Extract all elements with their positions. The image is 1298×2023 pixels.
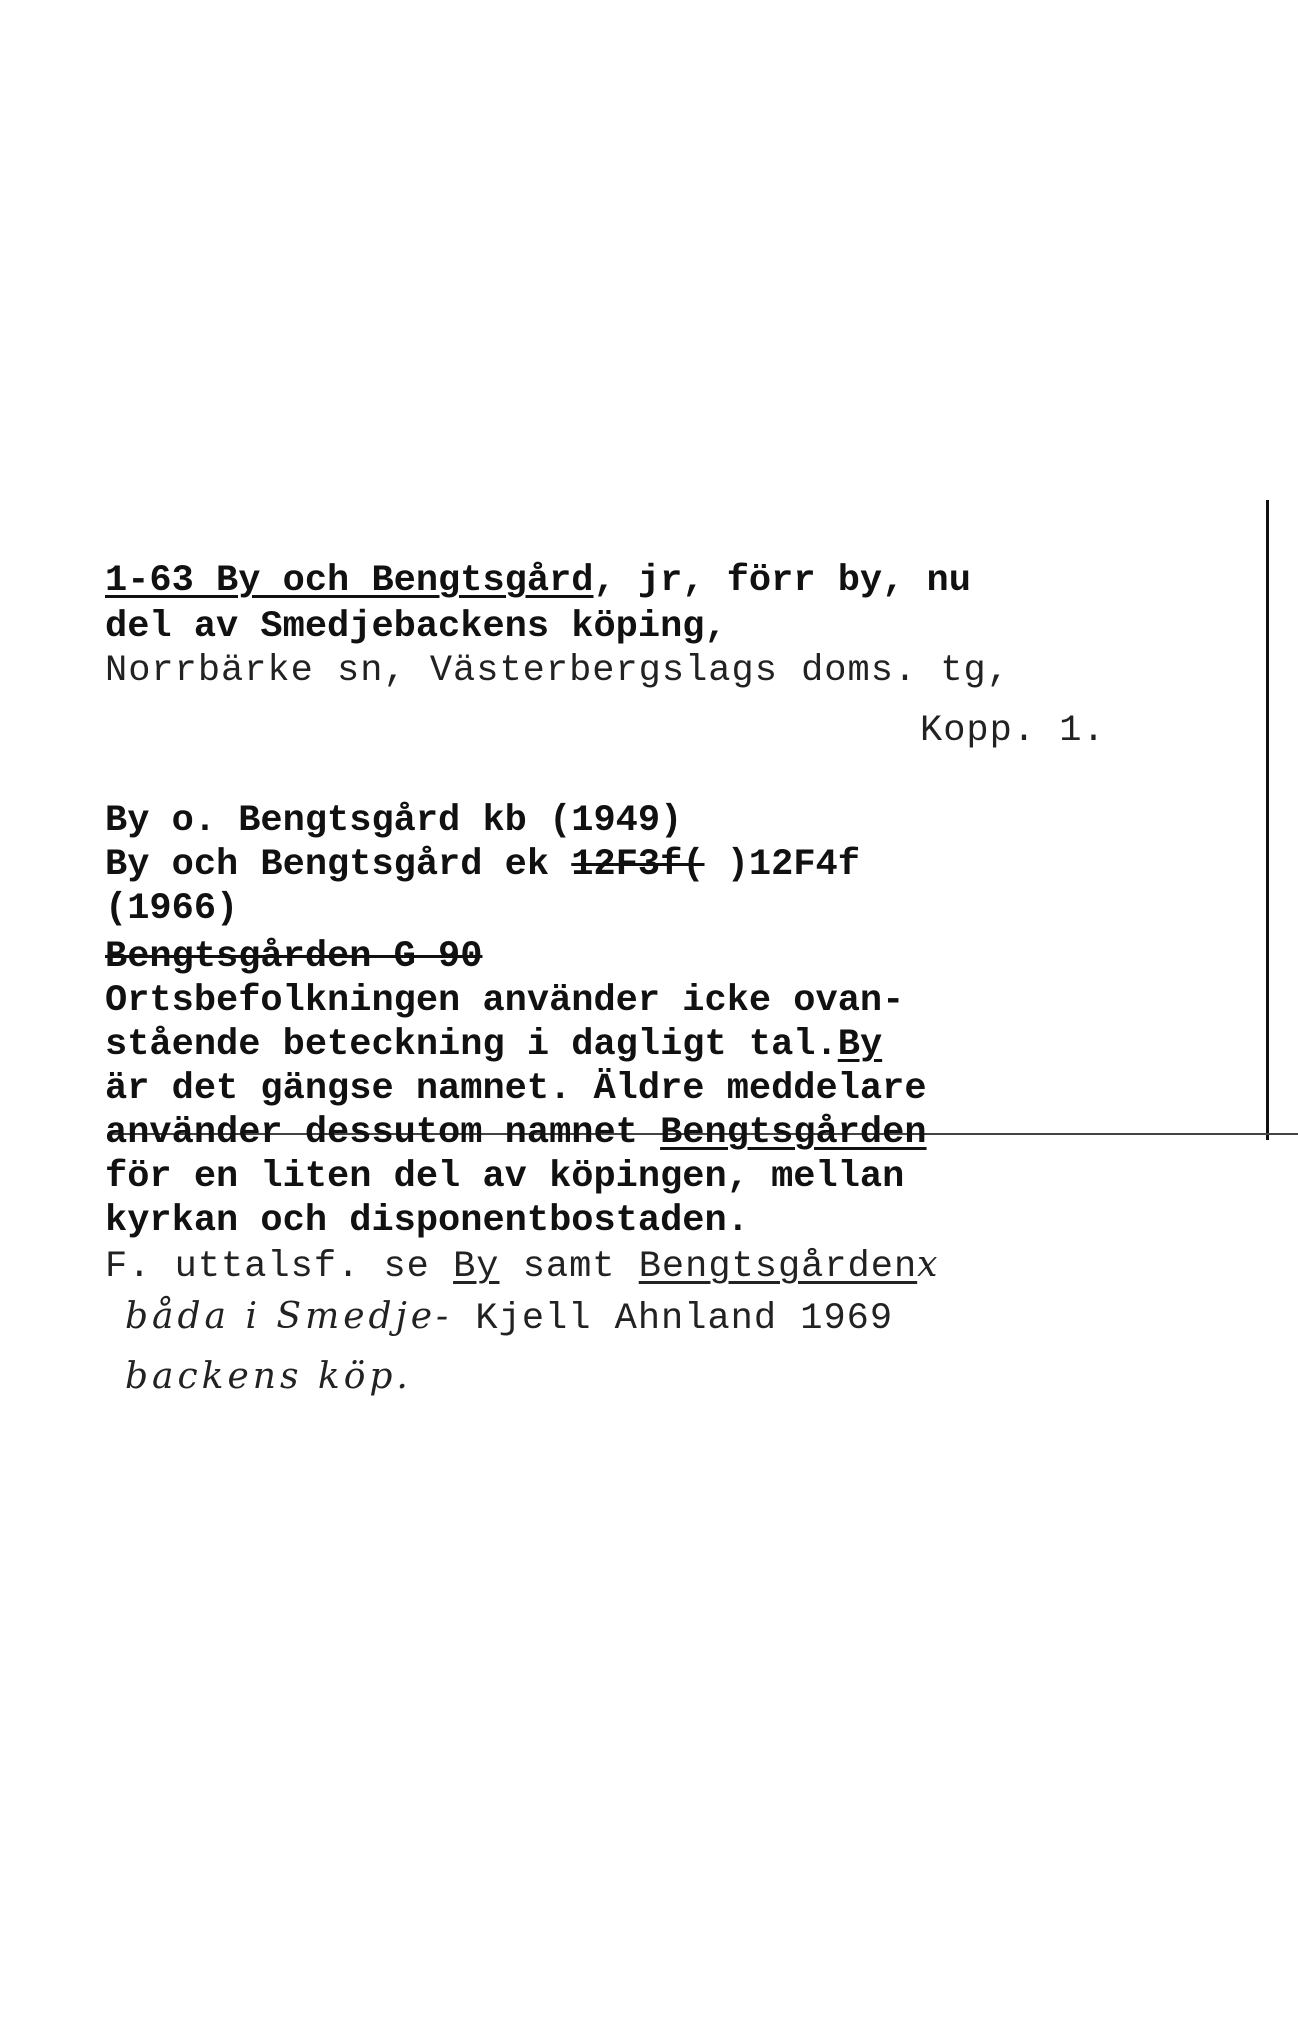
card-line-7-part-1: (1966) — [105, 888, 239, 930]
card-line-9 — [105, 980, 904, 1022]
card-line-12-part-1: använder dessutom namnet — [105, 1112, 661, 1154]
card-line-11 — [105, 1068, 927, 1110]
card-line-4-part-1: Kopp. 1. — [920, 710, 1106, 752]
card-line-5-part-1: By o. Bengtsgård kb (1949) — [105, 800, 683, 842]
card-line-3 — [105, 650, 1010, 692]
card-line-6-part-2: 12F3f( — [571, 844, 705, 886]
index-card — [105, 560, 1277, 1397]
card-line-7 — [105, 888, 238, 930]
card-line-2-part-1: del av Smedjebackens köping, — [105, 606, 727, 648]
card-line-17-part-1: backens köp. — [125, 1356, 412, 1397]
card-line-1-part-2: , jr, förr by, nu — [593, 560, 971, 602]
card-line-14 — [105, 1200, 749, 1242]
card-line-16 — [125, 1296, 893, 1340]
card-line-12 — [105, 1112, 927, 1154]
card-line-4 — [920, 710, 1106, 752]
card-line-16-part-1: båda i Smedje- — [125, 1296, 453, 1337]
card-line-15-part-2: By — [453, 1246, 500, 1288]
card-line-1 — [105, 560, 971, 602]
card-line-10-part-2: By — [837, 1024, 883, 1066]
card-line-15-part-4: Bengtsgården — [638, 1246, 918, 1288]
card-line-8-part-1: Bengtsgården G 90 — [105, 936, 483, 978]
card-line-1-part-1: 1-63 By och Bengtsgård — [105, 560, 594, 602]
card-line-13 — [105, 1156, 904, 1198]
card-line-6-part-3: )12F4f — [704, 844, 860, 886]
card-line-13-part-1: för en liten del av köpingen, mellan — [105, 1156, 905, 1198]
card-line-17 — [125, 1356, 412, 1400]
card-line-15-part-1: F. uttalsf. se — [105, 1246, 454, 1288]
card-line-6 — [105, 844, 860, 886]
card-line-15 — [105, 1244, 941, 1288]
card-line-11-part-1: är det gängse namnet. Äldre meddelare — [105, 1068, 927, 1110]
card-line-10 — [105, 1024, 882, 1066]
card-line-15-part-3: samt — [499, 1246, 639, 1288]
card-line-3-part-1: Norrbärke sn, Västerbergslags doms. tg, — [105, 650, 1010, 692]
card-line-8 — [105, 936, 482, 978]
card-line-2 — [105, 606, 727, 648]
card-line-10-part-1: stående beteckning i dagligt tal. — [105, 1024, 838, 1066]
card-line-6-part-1: By och Bengtsgård ek — [105, 844, 572, 886]
card-line-16-part-2: Kjell Ahnland 1969 — [452, 1298, 894, 1340]
card-line-14-part-1: kyrkan och disponentbostaden. — [105, 1200, 749, 1242]
card-line-5 — [105, 800, 682, 842]
card-line-12-part-2: Bengtsgården — [660, 1112, 927, 1154]
card-line-9-part-1: Ortsbefolkningen använder icke ovan- — [105, 980, 905, 1022]
card-line-15-part-5: x — [917, 1244, 942, 1285]
